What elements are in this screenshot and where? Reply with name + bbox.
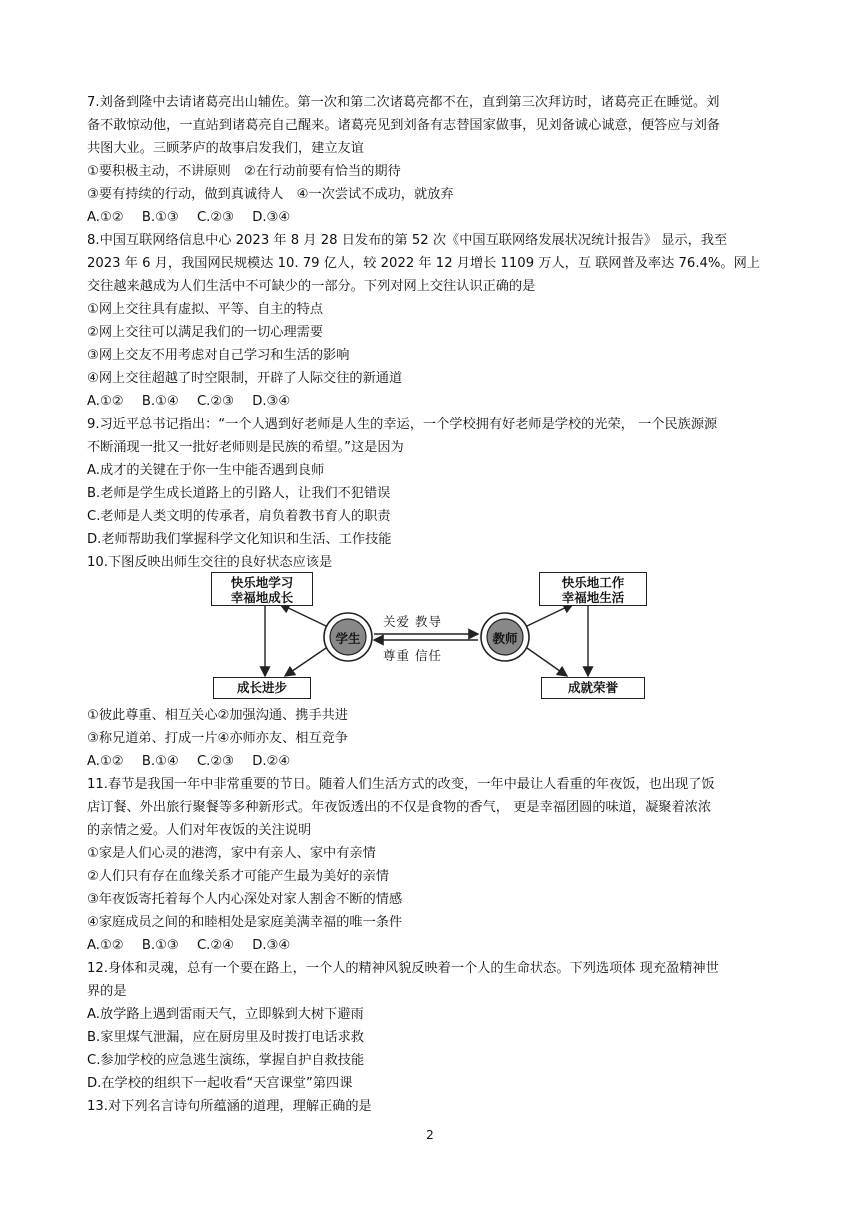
top-relation-label: 关爱 教导	[383, 614, 442, 629]
q8-item-1: ①网上交往具有虚拟、平等、自主的特点	[87, 302, 324, 317]
box-bottom-right: 成就荣誉	[541, 677, 645, 699]
q10-item-2: ③称兄道弟、打成一片④亦师亦友、相互竞争	[87, 731, 349, 746]
teacher-student-diagram	[205, 566, 655, 706]
q12-choice-a: A.放学路上遇到雷雨天气，立即躲到大树下避雨	[87, 1007, 364, 1022]
q12-stem-line-1: 12.身体和灵魂，总有一个要在路上，一个人的精神风貌反映着一个人的生命状态。下列选项体 现充盈精神世	[87, 961, 719, 976]
q12-choice-d: D.在学校的组织下一起收看“天宫课堂”第四课	[87, 1076, 353, 1091]
q12-stem-line-2: 界的是	[87, 984, 127, 999]
arrow-teacher-to-bottom-right	[527, 648, 567, 676]
q7-options	[87, 207, 780, 229]
q11-stem-line-3: 的亲情之爱。人们对年夜饭的关注说明	[87, 823, 312, 838]
q11-option-b: B.①③	[141, 938, 179, 953]
q11-option-d: D.③④	[252, 938, 291, 953]
q9-choice-b: B.老师是学生成长道路上的引路人，让我们不犯错误	[87, 486, 391, 501]
q10-option-a: A.①②	[87, 754, 124, 769]
q8-options	[87, 391, 780, 413]
q8-option-a: A.①②	[87, 394, 124, 409]
page-number: 2	[426, 1128, 434, 1142]
q9-stem-line-1: 9.习近平总书记指出：“一个人遇到好老师是人生的幸运，一个学校拥有好老师是学校的光荣， 一个民族源源	[87, 417, 718, 432]
q7-stem-line-2: 备不敢惊动他，一直站到诸葛亮自己醒来。诸葛亮见到刘备有志替国家做事，见刘备诚心诚意，便答应与刘备	[87, 118, 720, 133]
q10-stem: 10.下图反映出师生交往的良好状态应该是	[87, 555, 333, 570]
q8-stem-line-3: 交往越来越成为人们生活中不可缺少的一部分。下列对网上交往认识正确的是	[87, 279, 536, 294]
q8-stem-line-2: 2023 年 6 月，我国网民规模达 10. 79 亿人，较 2022 年 12 月增长 1109 万人，互 联网普及率达 76.4%。网上	[87, 256, 760, 271]
q11-item-3: ③年夜饭寄托着每个人内心深处对家人割舍不断的情感	[87, 892, 403, 907]
q11-item-2: ②人们只有存在血缘关系才可能产生最为美好的亲情	[87, 869, 389, 884]
q10-option-c: C.②③	[196, 754, 234, 769]
q7-stem-line-3: 共图大业。三顾茅庐的故事启发我们，建立友谊	[87, 141, 364, 156]
box-top-right-line-1: 快乐地工作	[561, 575, 625, 590]
q7-item-1: ①要积极主动，不讲原则 ②在行动前要有恰当的期待	[87, 164, 401, 179]
q11-stem-line-1: 11.春节是我国一年中非常重要的节日。随着人们生活方式的改变，一年中最让人看重的年夜饭，也出现了饭	[87, 777, 715, 792]
student-label: 学生	[335, 631, 361, 646]
q8-item-3: ③网上交友不用考虑对自己学习和生活的影响	[87, 348, 350, 363]
box-top-right-line-2: 幸福地生活	[561, 590, 625, 605]
q7-item-2: ③要有持续的行动，做到真诚待人 ④一次尝试不成功，就放弃	[87, 187, 454, 202]
q11-item-4: ④家庭成员之间的和睦相处是家庭美满幸福的唯一条件	[87, 915, 403, 930]
q10-options	[87, 751, 780, 773]
box-top-left-line-1: 快乐地学习	[230, 575, 294, 590]
q13-stem: 13.对下列名言诗句所蕴涵的道理，理解正确的是	[87, 1099, 372, 1114]
q8-item-2: ②网上交往可以满足我们的一切心理需要	[87, 325, 324, 340]
arrow-teacher-to-top-right	[527, 604, 573, 626]
q7-option-c: C.②③	[196, 210, 234, 225]
q8-option-b: B.①④	[141, 394, 179, 409]
q11-option-a: A.①②	[87, 938, 124, 953]
q7-stem-line-1: 7.刘备到隆中去请诸葛亮出山辅佐。第一次和第二次诸葛亮都不在，直到第三次拜访时，诸葛亮正在睡觉。刘	[87, 95, 720, 110]
q8-option-c: C.②③	[196, 394, 234, 409]
q11-option-c: C.②④	[196, 938, 234, 953]
q9-choice-c: C.老师是人类文明的传承者，肩负着教书育人的职责	[87, 509, 391, 524]
q12-choice-b: B.家里煤气泄漏，应在厨房里及时拨打电话求救	[87, 1030, 364, 1045]
box-bottom-left: 成长进步	[213, 677, 311, 699]
q11-stem-line-2: 店订餐、外出旅行聚餐等多种新形式。年夜饭透出的不仅是食物的香气， 更是幸福团圆的味道，凝聚着浓浓	[87, 800, 712, 815]
q8-item-4: ④网上交往超越了时空限制，开辟了人际交往的新通道	[87, 371, 403, 386]
q11-item-1: ①家是人们心灵的港湾，家中有亲人、家中有亲情	[87, 846, 376, 861]
q9-choice-a: A.成才的关键在于你一生中能否遇到良师	[87, 463, 325, 478]
q9-choice-d: D.老师帮助我们掌握科学文化知识和生活、工作技能	[87, 532, 392, 547]
q8-stem-line-1: 8.中国互联网络信息中心 2023 年 8 月 28 日发布的第 52 次《中国互联网络发展状况统计报告》 显示，我至	[87, 233, 728, 248]
q10-option-d: D.②④	[252, 754, 291, 769]
q10-item-1: ①彼此尊重、相互关心②加强沟通、携手共进	[87, 708, 349, 723]
q10-option-b: B.①④	[141, 754, 179, 769]
arrow-student-to-bottom-left	[285, 648, 326, 676]
teacher-label: 教师	[492, 631, 518, 646]
box-top-left	[211, 572, 313, 606]
q11-options	[87, 935, 780, 957]
q7-option-d: D.③④	[252, 210, 291, 225]
box-top-left-line-2: 幸福地成长	[230, 590, 294, 605]
q9-stem-line-2: 不断涌现一批又一批好老师则是民族的希望。”这是因为	[87, 440, 404, 455]
q12-choice-c: C.参加学校的应急逃生演练，掌握自护自救技能	[87, 1053, 365, 1068]
arrow-student-to-top-left	[280, 604, 326, 626]
bottom-relation-label: 尊重 信任	[383, 648, 442, 663]
q7-option-b: B.①③	[141, 210, 179, 225]
q7-option-a: A.①②	[87, 210, 124, 225]
q8-option-d: D.③④	[252, 394, 291, 409]
box-top-right	[539, 572, 647, 606]
